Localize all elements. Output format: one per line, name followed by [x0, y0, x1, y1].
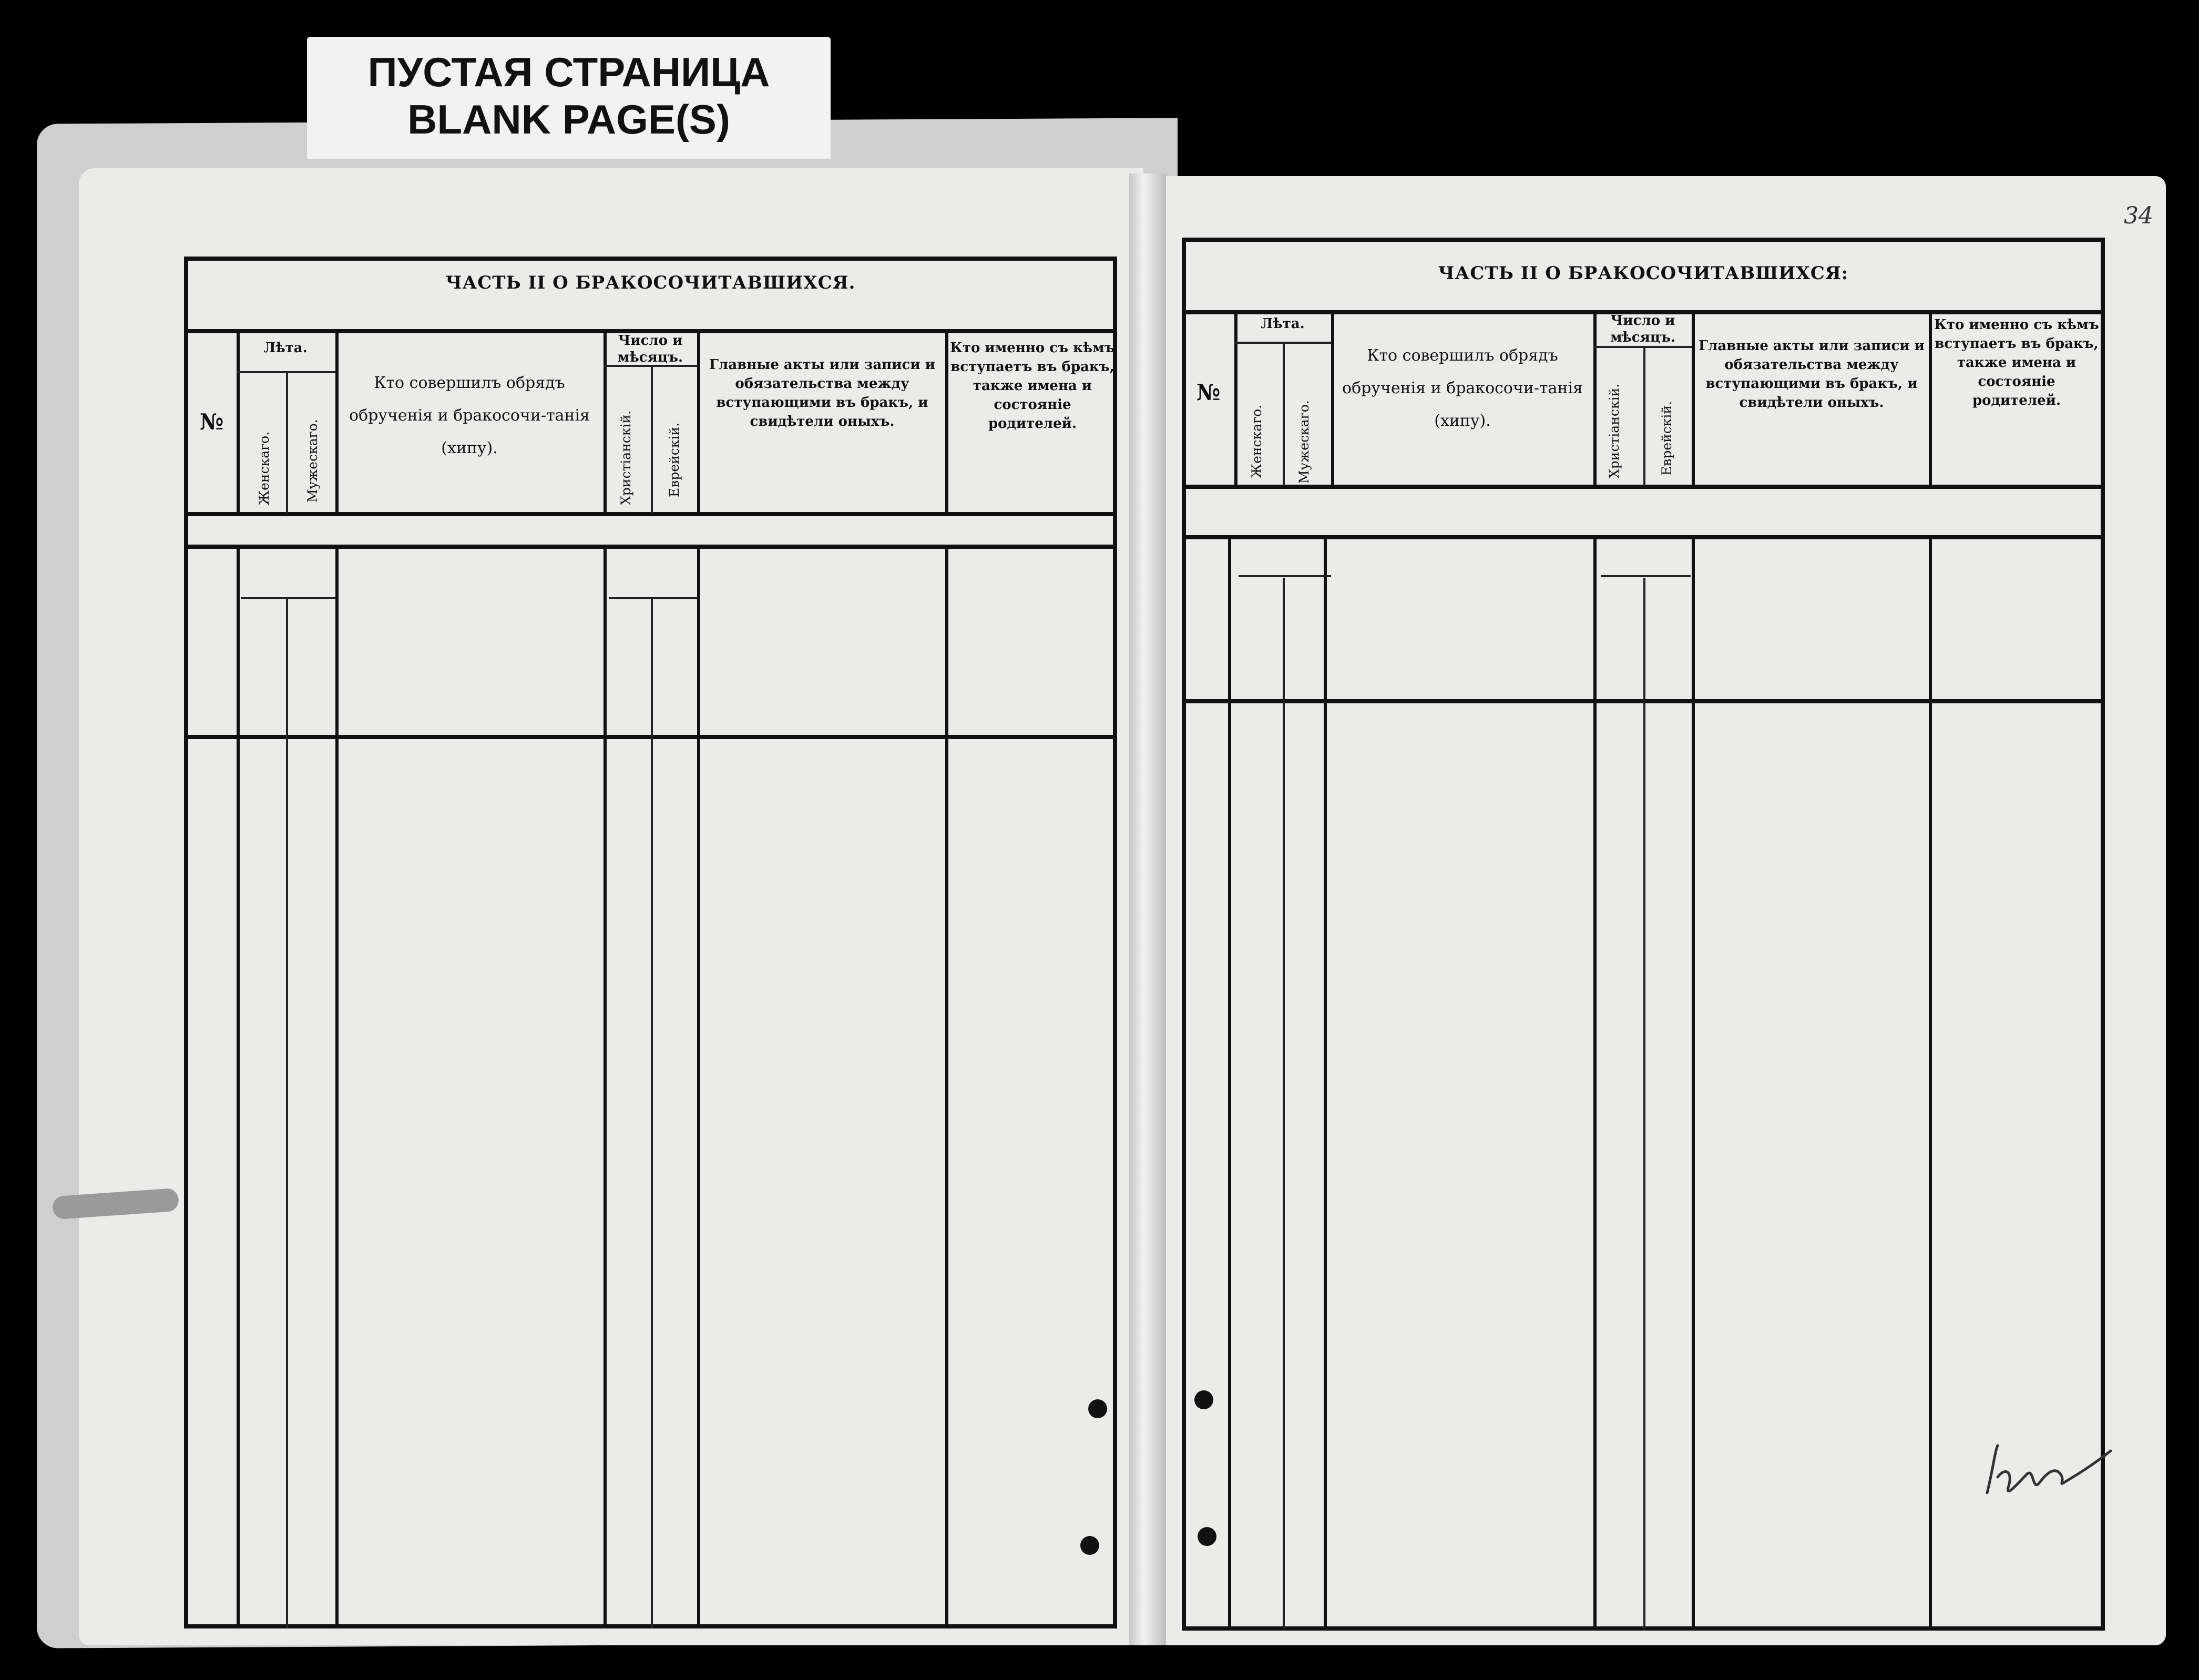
left-col-age: Лѣта.	[263, 340, 308, 356]
blank-page-label	[307, 37, 831, 159]
left-col-age-male: Мужескаго.	[305, 419, 320, 503]
right-col-date-christian: Христіанскій.	[1607, 383, 1622, 478]
blank-label-english: BLANK PAGE(S)	[407, 96, 730, 142]
blank-label-russian: ПУСТАЯ СТРАНИЦА	[367, 49, 770, 95]
right-col-officiant: Кто совершилъ обрядъ обрученія и бракосочи-танія (хипу).	[1342, 346, 1583, 430]
left-col-age-female: Женскаго.	[257, 431, 272, 505]
right-form-title: ЧАСТЬ II О БРАКОСОЧИТАВШИХСЯ:	[1438, 263, 1849, 284]
right-register-form	[1182, 238, 2105, 1631]
binding-hole	[1194, 1390, 1213, 1409]
binding-hole	[1080, 1536, 1099, 1555]
left-col-date-christian: Христіанскій.	[618, 410, 633, 505]
left-register-form	[184, 257, 1117, 1628]
binding-hole	[1198, 1527, 1216, 1546]
left-col-date: Число и мѣсяцъ.	[617, 333, 683, 365]
right-col-who-whom: Кто именно съ кѣмъ вступаетъ въ бракъ, также имена и состояніе родителей.	[1934, 317, 2099, 408]
right-col-age-male: Мужескаго.	[1296, 400, 1312, 484]
right-col-age: Лѣта.	[1261, 316, 1305, 332]
right-col-age-female: Женскаго.	[1249, 404, 1264, 478]
handwritten-signature	[1977, 1430, 2113, 1514]
left-col-who-whom: Кто именно съ кѣмъ вступаетъ въ бракъ, также имена и состояніе родителей.	[950, 340, 1115, 432]
binding-hole	[1088, 1399, 1107, 1418]
left-col-date-jewish: Еврейскій.	[667, 422, 682, 497]
right-col-acts: Главные акты или записи и обязательства между вступающими въ бракъ, и свидѣтели оныхъ.	[1699, 338, 1925, 411]
right-col-date-jewish: Еврейскій.	[1659, 401, 1674, 476]
page-number: 34	[2124, 202, 2153, 229]
left-form-title: ЧАСТЬ II О БРАКОСОЧИТАВШИХСЯ.	[445, 272, 856, 293]
left-col-number: №	[200, 409, 224, 435]
book-gutter	[1129, 173, 1166, 1645]
right-col-number: №	[1196, 380, 1221, 405]
left-col-officiant: Кто совершилъ обрядъ обрученія и бракосочи-танія (хипу).	[349, 374, 590, 457]
right-col-date: Число и мѣсяцъ.	[1610, 313, 1676, 345]
left-col-acts: Главные акты или записи и обязательства между вступающими въ бракъ, и свидѣтели оныхъ.	[709, 357, 935, 429]
